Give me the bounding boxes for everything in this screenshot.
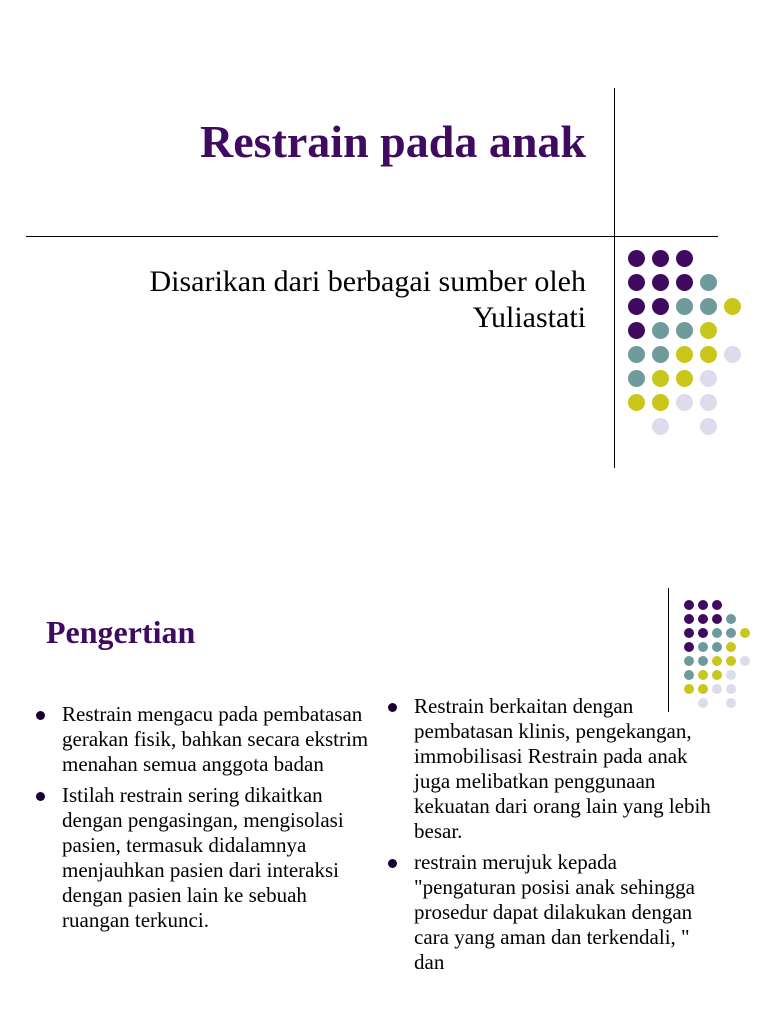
yellow-dot (712, 670, 722, 680)
purple-dot (698, 614, 708, 624)
yellow-dot (676, 346, 693, 363)
lavender-dot (676, 394, 693, 411)
purple-dot (698, 628, 708, 638)
vertical-divider (614, 88, 615, 468)
lavender-dot (726, 670, 736, 680)
teal-dot (652, 346, 669, 363)
lavender-dot (700, 394, 717, 411)
purple-dot (676, 274, 693, 291)
left-bullet-list (36, 702, 376, 939)
horizontal-divider (26, 236, 718, 237)
lavender-dot (712, 684, 722, 694)
purple-dot (684, 628, 694, 638)
yellow-dot (740, 628, 750, 638)
yellow-dot (698, 670, 708, 680)
teal-dot (652, 322, 669, 339)
right-bullet-list (388, 694, 713, 981)
purple-dot (628, 322, 645, 339)
teal-dot (700, 274, 717, 291)
slide-subtitle (66, 264, 586, 336)
purple-dot (628, 250, 645, 267)
bullet-icon (36, 711, 45, 720)
bullet-icon (388, 703, 397, 712)
lavender-dot (700, 418, 717, 435)
lavender-dot (726, 684, 736, 694)
bullet-text: Istilah restrain sering dikaitkan dengan pengasingan, mengisolasi pasien, termasuk didalamnya menjauhkan pasien dari interaksi dengan pasien lain ke sebuah ruangan terkunci. (62, 783, 344, 932)
teal-dot (700, 298, 717, 315)
purple-dot (712, 614, 722, 624)
teal-dot (726, 628, 736, 638)
lavender-dot (700, 370, 717, 387)
yellow-dot (700, 346, 717, 363)
yellow-dot (712, 656, 722, 666)
list-item (36, 702, 376, 777)
lavender-dot (652, 418, 669, 435)
purple-dot (628, 298, 645, 315)
bullet-icon (36, 792, 45, 801)
list-item (388, 850, 713, 975)
teal-dot (712, 628, 722, 638)
list-item (388, 694, 713, 844)
yellow-dot (700, 322, 717, 339)
yellow-dot (724, 298, 741, 315)
lavender-dot (724, 346, 741, 363)
yellow-dot (652, 394, 669, 411)
slide-title: Pengertian (46, 614, 196, 650)
teal-dot (676, 322, 693, 339)
yellow-dot (726, 656, 736, 666)
yellow-dot (628, 394, 645, 411)
yellow-dot (652, 370, 669, 387)
subtitle-line: Disarikan dari berbagai sumber oleh (149, 265, 586, 298)
teal-dot (698, 656, 708, 666)
purple-dot (676, 250, 693, 267)
list-item (36, 783, 376, 933)
yellow-dot (676, 370, 693, 387)
bullet-text: Restrain mengacu pada pembatasan gerakan fisik, bahkan secara ekstrim menahan semua anggota badan (62, 702, 369, 776)
yellow-dot (726, 642, 736, 652)
yellow-dot (698, 684, 708, 694)
teal-dot (684, 656, 694, 666)
slide-title: Restrain pada anak (200, 116, 586, 167)
purple-dot (652, 250, 669, 267)
purple-dot (628, 274, 645, 291)
teal-dot (726, 614, 736, 624)
teal-dot (712, 642, 722, 652)
purple-dot (652, 274, 669, 291)
bullet-text: restrain merujuk kepada "pengaturan posisi anak sehingga prosedur dapat dilakukan dengan cara yang aman dan terkendali, " dan (414, 850, 695, 974)
teal-dot (628, 370, 645, 387)
purple-dot (684, 600, 694, 610)
bullet-icon (388, 859, 397, 868)
purple-dot (684, 642, 694, 652)
purple-dot (698, 600, 708, 610)
teal-dot (684, 670, 694, 680)
teal-dot (698, 642, 708, 652)
subtitle-line: Yuliastati (472, 301, 586, 334)
bullet-text: Restrain berkaitan dengan pembatasan klinis, pengekangan, immobilisasi Restrain pada anak juga melibatkan penggunaan kekuatan dari orang lain yang lebih besar. (414, 694, 711, 843)
teal-dot (676, 298, 693, 315)
purple-dot (712, 600, 722, 610)
lavender-dot (726, 698, 736, 708)
purple-dot (652, 298, 669, 315)
content-slide (0, 512, 768, 1024)
yellow-dot (684, 684, 694, 694)
lavender-dot (740, 656, 750, 666)
purple-dot (684, 614, 694, 624)
teal-dot (628, 346, 645, 363)
